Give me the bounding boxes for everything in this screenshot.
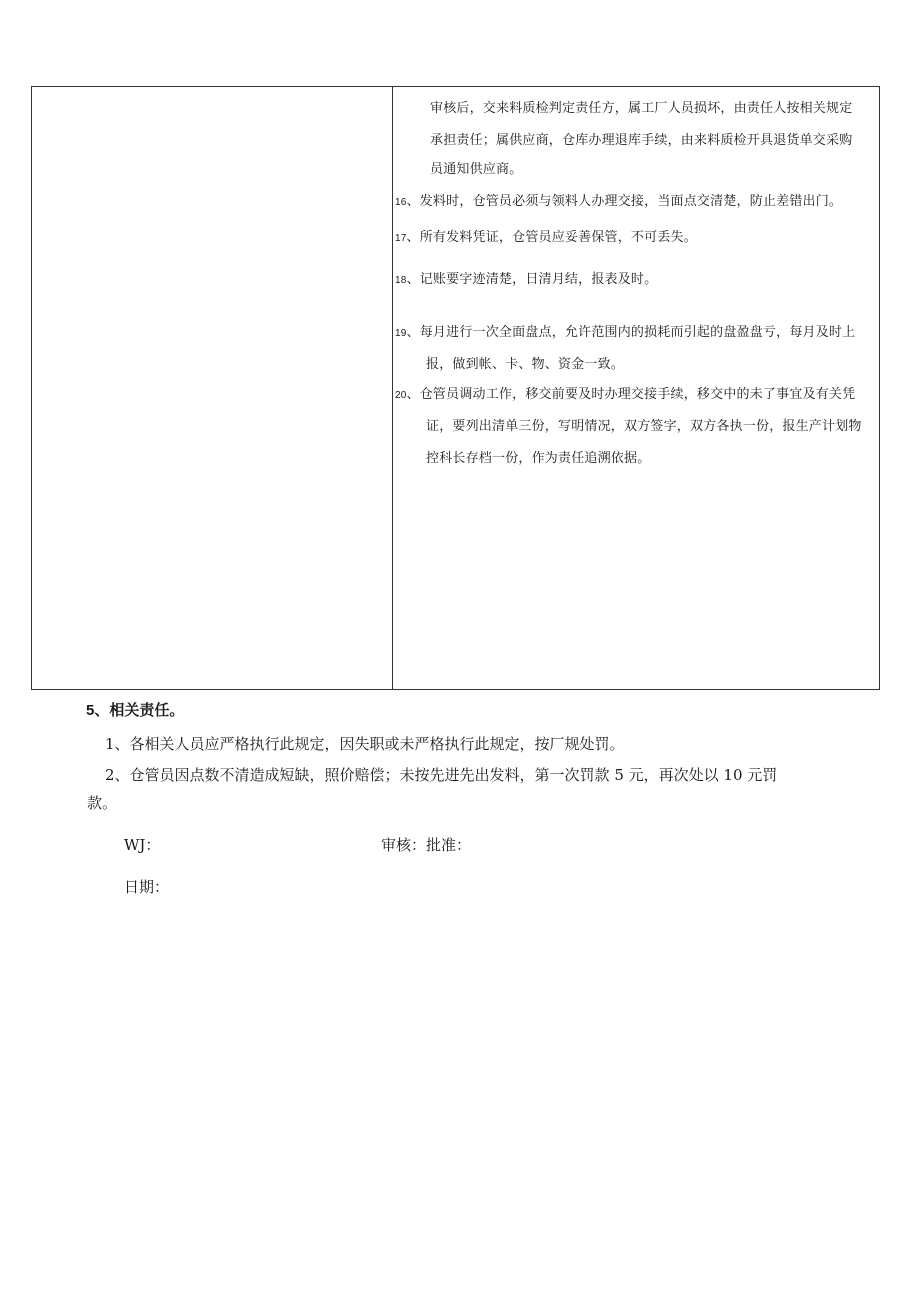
list-item-continuation: 控科长存档一份，作为责任追溯依据。 xyxy=(426,451,651,466)
list-item-line xyxy=(395,230,697,247)
signature-date-label: 日期： xyxy=(124,878,170,896)
continued-text-line-3: 员通知供应商。 xyxy=(430,162,523,177)
item-text: 记账要字迹清楚，日清月结，报表及时。 xyxy=(419,272,658,287)
item-separator: 、 xyxy=(406,272,420,287)
item-separator: 、 xyxy=(406,230,420,245)
list-item-line xyxy=(395,194,842,211)
item-number: 17 xyxy=(395,233,407,244)
item-separator: 、 xyxy=(406,194,420,209)
continued-text-line-1: 审核后，交来料质检判定责任方，属工厂人员损坏，由责任人按相关规定 xyxy=(430,101,853,116)
regulation-table xyxy=(31,86,880,690)
list-item-continuation: 证，要列出清单三份，写明情况，双方签字，双方各执一份，报生产计划物 xyxy=(426,419,862,434)
list-item-line xyxy=(395,325,855,342)
item-text: 仓管员调动工作，移交前要及时办理交接手续，移交中的未了事宜及有关凭 xyxy=(419,387,856,402)
table-left-cell xyxy=(32,87,393,689)
item-separator: 、 xyxy=(406,387,420,402)
list-item-line xyxy=(395,387,855,404)
table-right-cell xyxy=(393,87,879,689)
item-number: 20 xyxy=(395,390,407,401)
continued-text-line-2: 承担责任；属供应商，仓库办理退库手续，由来料质检开具退货单交采购 xyxy=(430,133,853,148)
item-text: 发料时，仓管员必须与领料人办理交接，当面点交清楚，防止差错出门。 xyxy=(419,194,843,209)
item-number: 16 xyxy=(395,197,407,208)
item-number: 19 xyxy=(395,328,407,339)
responsibility-item-2-line-1: 2、仓管员因点数不清造成短缺，照价赔偿；未按先进先出发料，第一次罚款 5 元，再次处以 10 元罚 xyxy=(105,766,778,784)
list-item-line xyxy=(395,272,657,289)
signature-review-approve-label: 审核：批准： xyxy=(381,836,472,854)
item-separator: 、 xyxy=(406,325,420,340)
item-text: 所有发料凭证，仓管员应妥善保管，不可丢失。 xyxy=(419,230,697,245)
signature-wj-label: WJ： xyxy=(124,836,161,854)
item-number: 18 xyxy=(395,275,407,286)
list-item-continuation: 报，做到帐、卡、物、资金一致。 xyxy=(426,357,625,372)
responsibility-item-2-line-2: 款。 xyxy=(87,794,118,812)
section-title: 5、相关责任。 xyxy=(86,702,185,719)
responsibility-item-1: 1、各相关人员应严格执行此规定，因失职或未严格执行此规定，按厂规处罚。 xyxy=(105,735,625,753)
item-text: 每月进行一次全面盘点，允许范围内的损耗而引起的盘盈盘亏，每月及时上 xyxy=(419,325,856,340)
